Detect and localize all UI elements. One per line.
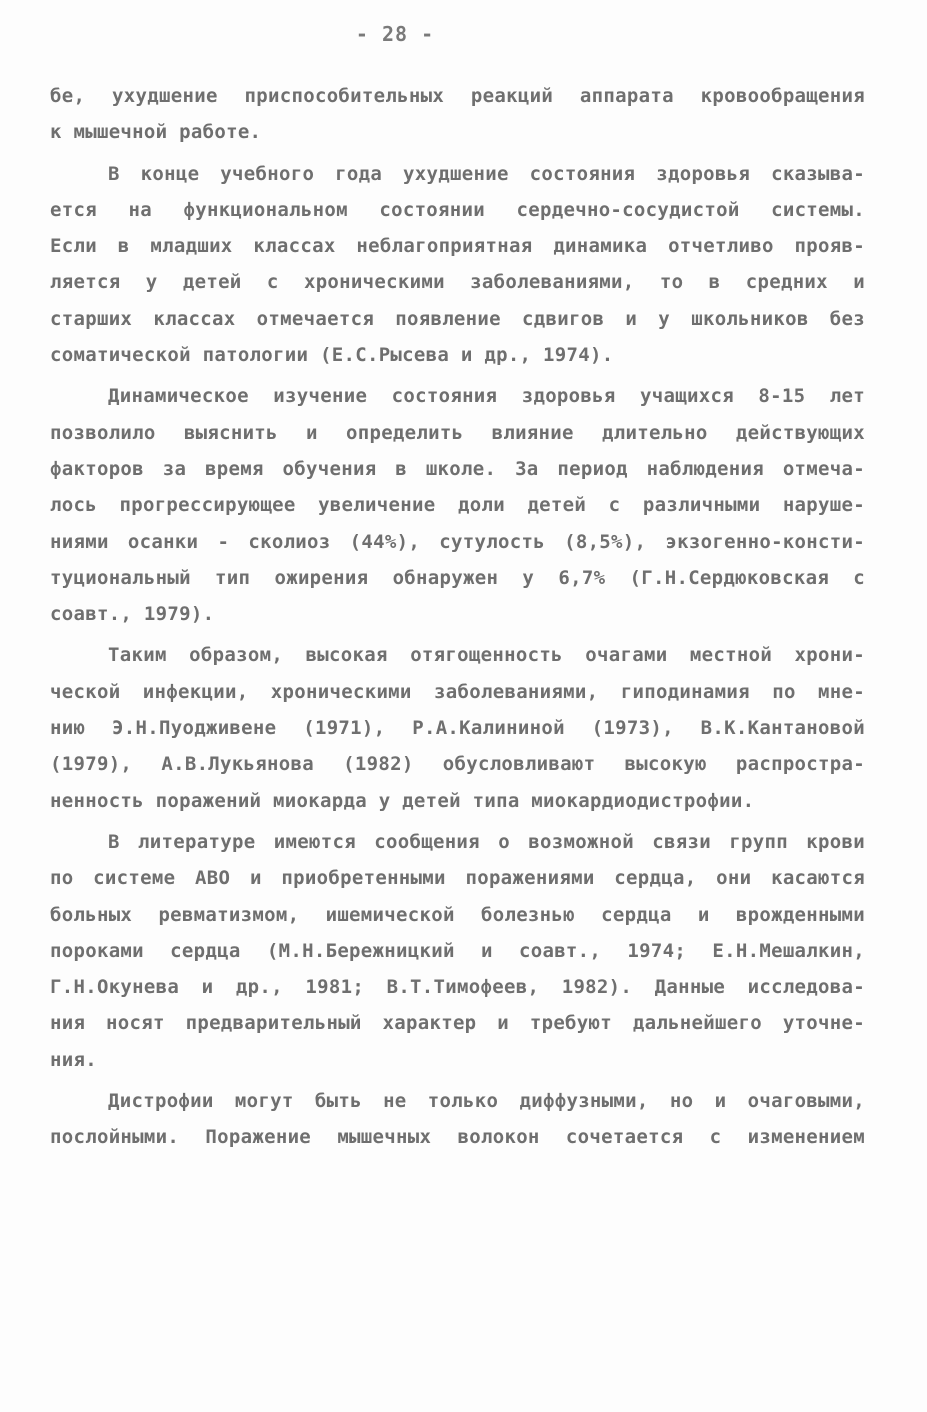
text-line: бе, ухудшение приспособительных реакций аппарата кровообращения [50, 85, 865, 107]
text-line: туциональный тип ожирения обнаружен у 6,7% (Г.Н.Сердюковская с [50, 566, 865, 589]
text-line: ческой инфекции, хроническими заболеваниями, гиподинамия по мне- [50, 680, 865, 703]
paragraph [50, 78, 865, 151]
text-line: старших классах отмечается появление сдвигов и у школьников без [50, 307, 865, 330]
paragraph [50, 637, 865, 818]
text-line: нию Э.Н.Пуодживене (1971), Р.А.Калининой (1973), В.К.Кантановой [50, 717, 865, 740]
text-line: факторов за время обучения в школе. За период наблюдения отмеча- [50, 457, 865, 480]
text-line: послойными. Поражение мышечных волокон сочетается с изменением [50, 1126, 865, 1149]
text-line: Динамическое изучение состояния здоровья учащихся 8-15 лет [108, 385, 865, 408]
text-line: ниями осанки - сколиоз (44%), сутулость (8,5%), экзогенно-консти- [50, 530, 865, 553]
text-line: Г.Н.Окунева и др., 1981; В.Т.Тимофеев, 1982). Данные исследова- [50, 976, 865, 999]
text-line: больных ревматизмом, ишемической болезнью сердца и врожденными [50, 903, 865, 926]
text-line: В конце учебного года ухудшение состояния здоровья сказыва- [108, 162, 865, 185]
text-line: В литературе имеются сообщения о возможной связи групп крови [108, 830, 865, 853]
text-line: лось прогрессирующее увеличение доли детей с различными наруше- [50, 494, 865, 517]
text-line: позволило выяснить и определить влияние длительно действующих [50, 421, 865, 444]
text-line: Если в младших классах неблагоприятная динамика отчетливо прояв- [50, 235, 865, 258]
paragraph [50, 156, 865, 374]
text-line: к мышечной работе. [50, 121, 262, 144]
text-line: соматической патологии (Е.С.Рысева и др., 1974). [50, 344, 614, 367]
body-text [50, 78, 865, 1156]
page-number: - 28 - [355, 22, 435, 46]
text-line: по системе АВО и приобретенными поражениями сердца, они касаются [50, 867, 865, 890]
paragraph [50, 1083, 865, 1156]
text-line: соавт., 1979). [50, 603, 215, 626]
text-line: Таким образом, высокая отягощенность очагами местной хрони- [108, 644, 865, 667]
text-line: ляется у детей с хроническими заболеваниями, то в средних и [50, 271, 865, 294]
text-line: ния. [50, 1048, 97, 1071]
text-line: пороками сердца (М.Н.Бережницкий и соавт., 1974; Е.Н.Мешалкин, [50, 939, 865, 962]
text-line: ния носят предварительный характер и требуют дальнейшего уточне- [50, 1012, 865, 1035]
text-line: (1979), А.В.Лукьянова (1982) обусловливают высокую распростра- [50, 753, 865, 776]
paragraph [50, 824, 865, 1078]
text-line: Дистрофии могут быть не только диффузными, но и очаговыми, [108, 1090, 865, 1113]
paragraph [50, 378, 865, 632]
text-line: ется на функциональном состоянии сердечно-сосудистой системы. [50, 198, 865, 221]
text-line: ненность поражений миокарда у детей типа миокардиодистрофии. [50, 789, 755, 812]
